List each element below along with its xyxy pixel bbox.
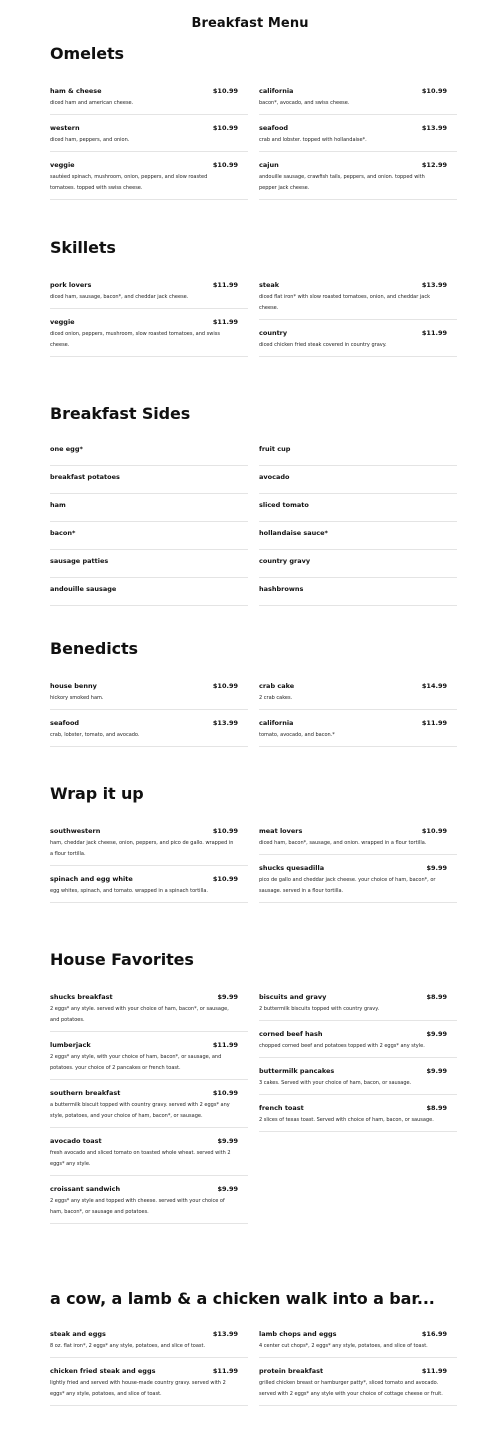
menu-item — [50, 984, 248, 1032]
menu-item-header — [259, 1366, 457, 1376]
section-grid — [50, 818, 457, 903]
side-item: andouille sausage — [50, 578, 248, 606]
menu-item-header — [50, 826, 248, 836]
menu-item-header — [259, 160, 457, 170]
menu-item — [50, 78, 248, 115]
menu-item-header — [50, 1088, 248, 1098]
item-description: bacon*, avocado, and swiss cheese. — [259, 100, 350, 106]
menu-item-header — [50, 1136, 248, 1146]
menu-item — [259, 818, 457, 855]
item-description: 8 oz. flat iron*, 2 eggs* any style, potatoes, and slice of toast. — [50, 1343, 206, 1349]
menu-item-header — [259, 1066, 457, 1076]
menu-item-header — [259, 826, 457, 836]
item-description: 2 slices of texas toast. Served with choice of ham, bacon, or sausage. — [259, 1117, 434, 1123]
right-column — [259, 984, 457, 1224]
item-price: $11.99 — [212, 318, 238, 326]
menu-item-header — [50, 874, 248, 884]
item-name: seafood — [50, 719, 80, 727]
item-price: $10.99 — [421, 87, 447, 95]
menu-item — [259, 1021, 457, 1058]
item-price: $9.99 — [426, 1030, 447, 1038]
item-name: shucks quesadilla — [259, 864, 325, 872]
menu-item-header — [50, 681, 248, 691]
item-price: $8.99 — [426, 993, 447, 1001]
item-name: corned beef hash — [259, 1030, 323, 1038]
item-description: sautéed spinach, mushroom, onion, peppers, and slow roasted tomatoes. topped with swiss cheese. — [50, 174, 208, 191]
item-description: 3 cakes. Served with your choice of ham, bacon, or sausage. — [259, 1080, 412, 1086]
menu-item — [259, 78, 457, 115]
item-description: 4 center cut chops*, 2 eggs* any style, potatoes, and slice of toast. — [259, 1343, 428, 1349]
item-price: $10.99 — [212, 1089, 238, 1097]
page-title: Breakfast Menu — [191, 16, 309, 31]
item-name: veggie — [50, 318, 75, 326]
menu-item — [50, 115, 248, 152]
section-title: Wrap it up — [50, 784, 144, 803]
item-name: chicken fried steak and eggs — [50, 1367, 156, 1375]
item-description: chopped corned beef and potatoes topped with 2 eggs* any style. — [259, 1043, 425, 1049]
menu-item-header — [50, 992, 248, 1002]
section-title: Benedicts — [50, 639, 138, 658]
item-price: $13.99 — [421, 124, 447, 132]
section-grid — [50, 673, 457, 747]
menu-item — [50, 1080, 248, 1128]
menu-item-header — [50, 1366, 248, 1376]
item-price: $11.99 — [421, 1367, 447, 1375]
menu-item — [50, 866, 248, 903]
item-description: a buttermilk biscuit topped with country gravy. served with 2 eggs* any style, potatoes, and your choice of ham, bacon*, or sausage. — [50, 1102, 230, 1119]
menu-item — [50, 1358, 248, 1406]
menu-item — [50, 818, 248, 866]
section-benedicts — [50, 639, 457, 738]
item-description: 2 buttermilk biscuits topped with country gravy. — [259, 1006, 380, 1012]
menu-item-header — [50, 123, 248, 133]
menu-item-header — [259, 992, 457, 1002]
menu-item-header — [50, 718, 248, 728]
item-name: southwestern — [50, 827, 101, 835]
side-item: bacon* — [50, 522, 248, 550]
side-item: one egg* — [50, 438, 248, 466]
item-description: grilled chicken breast or hamburger patty*, sliced tomato and avocado. served with 2 eggs* any style with your choice of cottage cheese or fruit. — [259, 1380, 443, 1397]
item-name: spinach and egg white — [50, 875, 133, 883]
item-name: steak — [259, 281, 280, 289]
item-name: western — [50, 124, 80, 132]
item-price: $9.99 — [426, 864, 447, 872]
item-name: ham & cheese — [50, 87, 102, 95]
menu-item — [50, 1128, 248, 1176]
section-title: a cow, a lamb & a chicken walk into a bar... — [50, 1289, 435, 1308]
item-name: protein breakfast — [259, 1367, 324, 1375]
left-column — [50, 673, 248, 747]
item-name: southern breakfast — [50, 1089, 121, 1097]
item-price: $10.99 — [212, 87, 238, 95]
left-column — [50, 272, 248, 357]
side-item: country gravy — [259, 550, 457, 578]
menu-item — [50, 152, 248, 200]
item-name: lamb chops and eggs — [259, 1330, 337, 1338]
menu-item — [50, 710, 248, 747]
left-column — [50, 818, 248, 903]
item-description: diced ham, bacon*, sausage, and onion. wrapped in a flour tortilla. — [259, 840, 427, 846]
section-skillets — [50, 238, 457, 348]
side-item: ham — [50, 494, 248, 522]
menu-item-header — [50, 1329, 248, 1339]
item-description: egg whites, spinach, and tomato. wrapped in a spinach tortilla. — [50, 888, 209, 894]
menu-item — [259, 152, 457, 200]
item-price: $8.99 — [426, 1104, 447, 1112]
menu-item-header — [259, 681, 457, 691]
menu-item — [50, 309, 248, 357]
item-name: seafood — [259, 124, 289, 132]
item-name: shucks breakfast — [50, 993, 113, 1001]
item-name: california — [259, 719, 294, 727]
item-description: diced chicken fried steak covered in country gravy. — [259, 342, 387, 348]
item-price: $16.99 — [421, 1330, 447, 1338]
item-name: veggie — [50, 161, 75, 169]
menu-item-header — [50, 160, 248, 170]
item-name: house benny — [50, 682, 97, 690]
item-description: fresh avocado and sliced tomato on toasted whole wheat. served with 2 eggs* any style. — [50, 1150, 231, 1167]
item-price: $11.99 — [421, 719, 447, 727]
section-grid — [50, 1321, 457, 1406]
item-name: meat lovers — [259, 827, 303, 835]
section-title: Skillets — [50, 238, 116, 257]
menu-item — [50, 1032, 248, 1080]
menu-item — [259, 855, 457, 903]
menu-item-header — [259, 863, 457, 873]
item-name: french toast — [259, 1104, 304, 1112]
item-price: $13.99 — [212, 719, 238, 727]
item-name: pork lovers — [50, 281, 92, 289]
right-column — [259, 438, 457, 606]
menu-item-header — [50, 86, 248, 96]
section-grid — [50, 272, 457, 357]
right-column — [259, 673, 457, 747]
menu-item — [259, 1058, 457, 1095]
item-price: $13.99 — [421, 281, 447, 289]
side-item: breakfast potatoes — [50, 466, 248, 494]
item-description: diced flat iron* with slow roasted tomatoes, onion, and cheddar jack cheese. — [259, 294, 430, 311]
left-column — [50, 1321, 248, 1406]
item-name: country — [259, 329, 288, 337]
item-description: diced ham and american cheese. — [50, 100, 134, 106]
item-description: tomato, avocado, and bacon.* — [259, 732, 335, 738]
item-price: $10.99 — [421, 827, 447, 835]
menu-item — [259, 1095, 457, 1132]
item-name: buttermilk pancakes — [259, 1067, 335, 1075]
item-description: pico de gallo and cheddar jack cheese. your choice of ham, bacon*, or sausage. served in a flour tortilla. — [259, 877, 436, 894]
menu-item — [259, 320, 457, 357]
section-a-cow-a-lamb-a-chicken-walk-in — [50, 1289, 457, 1397]
item-description: diced onion, peppers, mushroom, slow roasted tomatoes, and swiss cheese. — [50, 331, 220, 348]
menu-item-header — [259, 718, 457, 728]
item-description: 2 eggs* any style, with your choice of ham, bacon*, or sausage, and potatoes. your choice of 2 pancakes or french toast. — [50, 1054, 222, 1071]
item-price: $9.99 — [217, 993, 238, 1001]
menu-item-header — [259, 1103, 457, 1113]
menu-item-header — [259, 280, 457, 290]
menu-item-header — [259, 1029, 457, 1039]
right-column — [259, 78, 457, 200]
item-description: crab and lobster. topped with hollandaise*. — [259, 137, 367, 143]
item-description: ham, cheddar jack cheese, onion, peppers, and pico de gallo. wrapped in a flour tortilla. — [50, 840, 234, 857]
item-price: $10.99 — [212, 682, 238, 690]
menu-item-header — [259, 123, 457, 133]
item-name: biscuits and gravy — [259, 993, 327, 1001]
left-column — [50, 438, 248, 606]
item-price: $10.99 — [212, 827, 238, 835]
item-price: $11.99 — [212, 1041, 238, 1049]
menu-item — [259, 115, 457, 152]
item-price: $11.99 — [421, 329, 447, 337]
item-price: $10.99 — [212, 161, 238, 169]
left-column — [50, 78, 248, 200]
item-price: $11.99 — [212, 1367, 238, 1375]
item-description: 2 crab cakes. — [259, 695, 293, 701]
menu-item — [259, 1358, 457, 1406]
section-title: Breakfast Sides — [50, 404, 191, 423]
right-column — [259, 1321, 457, 1406]
item-description: crab, lobster, tomato, and avocado. — [50, 732, 140, 738]
item-price: $11.99 — [212, 281, 238, 289]
item-price: $9.99 — [217, 1137, 238, 1145]
item-price: $10.99 — [212, 124, 238, 132]
item-description: diced ham, peppers, and onion. — [50, 137, 130, 143]
item-name: lumberjack — [50, 1041, 91, 1049]
item-description: hickory smoked ham. — [50, 695, 104, 701]
side-item: fruit cup — [259, 438, 457, 466]
item-description: 2 eggs* any style. served with your choice of ham, bacon*, or sausage, and potatoes. — [50, 1006, 229, 1023]
menu-item-header — [50, 280, 248, 290]
menu-item-header — [259, 86, 457, 96]
item-price: $12.99 — [421, 161, 447, 169]
item-price: $10.99 — [212, 875, 238, 883]
section-grid — [50, 78, 457, 200]
item-name: croissant sandwich — [50, 1185, 121, 1193]
side-item: hashbrowns — [259, 578, 457, 606]
menu-item — [259, 710, 457, 747]
menu-item-header — [50, 1184, 248, 1194]
menu-item — [50, 272, 248, 309]
section-breakfast-sides — [50, 404, 457, 593]
item-description: diced ham, sausage, bacon*, and cheddar jack cheese. — [50, 294, 189, 300]
left-column — [50, 984, 248, 1224]
section-grid — [50, 438, 457, 606]
section-grid — [50, 984, 457, 1224]
section-wrap-it-up — [50, 784, 457, 894]
menu-item-header — [259, 1329, 457, 1339]
item-price: $14.99 — [421, 682, 447, 690]
right-column — [259, 272, 457, 357]
side-item: sliced tomato — [259, 494, 457, 522]
item-name: crab cake — [259, 682, 295, 690]
side-item: hollandaise sauce* — [259, 522, 457, 550]
section-title: Omelets — [50, 44, 124, 63]
menu-item — [259, 673, 457, 710]
item-price: $13.99 — [212, 1330, 238, 1338]
item-name: cajun — [259, 161, 279, 169]
menu-item — [50, 673, 248, 710]
side-item: sausage patties — [50, 550, 248, 578]
item-name: steak and eggs — [50, 1330, 106, 1338]
menu-item — [259, 984, 457, 1021]
section-title: House Favorites — [50, 950, 194, 969]
side-item: avocado — [259, 466, 457, 494]
section-omelets — [50, 44, 457, 191]
menu-item — [259, 1321, 457, 1358]
menu-item — [50, 1321, 248, 1358]
menu-item-header — [50, 317, 248, 327]
menu-item-header — [259, 328, 457, 338]
right-column — [259, 818, 457, 903]
item-price: $9.99 — [217, 1185, 238, 1193]
menu-item — [259, 272, 457, 320]
menu-item-header — [50, 1040, 248, 1050]
item-name: avocado toast — [50, 1137, 102, 1145]
item-description: andouille sausage, crawfish tails, peppers, and onion. topped with pepper jack cheese. — [259, 174, 425, 191]
item-description: 2 eggs* any style and topped with cheese. served with your choice of ham, bacon*, or sausage and potatoes. — [50, 1198, 225, 1215]
menu-item — [50, 1176, 248, 1224]
item-name: california — [259, 87, 294, 95]
item-price: $9.99 — [426, 1067, 447, 1075]
section-house-favorites — [50, 950, 457, 1215]
item-description: lightly fried and served with house-made country gravy. served with 2 eggs* any style, potatoes, and slice of toast. — [50, 1380, 226, 1397]
